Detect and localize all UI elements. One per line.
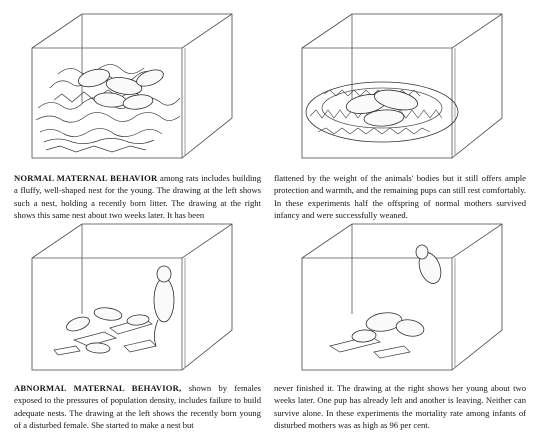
caption-normal-right-text: flattened by the weight of the animals' bodies but it still offers ample protection and warmth, and the remaining pups can still rest comfortably. In these experiments half the offspring of normal mothers survived infancy and were successfully weaned. (274, 173, 526, 221)
caption-abnormal-left-text: shown by females exposed to the pressures of population density, includes failure to build adequate nests. The drawing at the left shows the recently born young of a disturbed female. She started to make a nest but (14, 383, 261, 431)
caption-normal-lead: NORMAL MATERNAL BEHAVIOR (14, 173, 158, 183)
caption-normal-left-text: among rats includes building a fluffy, well-shaped nest for the young. The drawing at the left shows such a nest, holding a recently born litter. The drawing at the right shows this same nest about two weeks later. It has been (14, 173, 261, 221)
illustration-normal-nest-two-weeks (284, 8, 514, 168)
illustration-abnormal-nest-two-weeks (284, 218, 514, 380)
caption-abnormal-right-text: never finished it. The drawing at the right shows her young about two weeks later. One pup has already left and another is leaving. Neither can survive alone. In these experiments the mortality rate among infants of disturbed mothers was as high as 96 per cent. (274, 383, 526, 431)
illustration-normal-nest-newborn (14, 8, 244, 168)
caption-abnormal-lead: ABNORMAL MATERNAL BEHAVIOR, (14, 383, 182, 393)
caption-normal-left-column (14, 172, 261, 222)
caption-abnormal-right-column (274, 382, 526, 432)
caption-normal-right-column (274, 172, 526, 222)
caption-abnormal-left-column (14, 382, 261, 432)
illustration-abnormal-nest-newborn (14, 218, 244, 380)
